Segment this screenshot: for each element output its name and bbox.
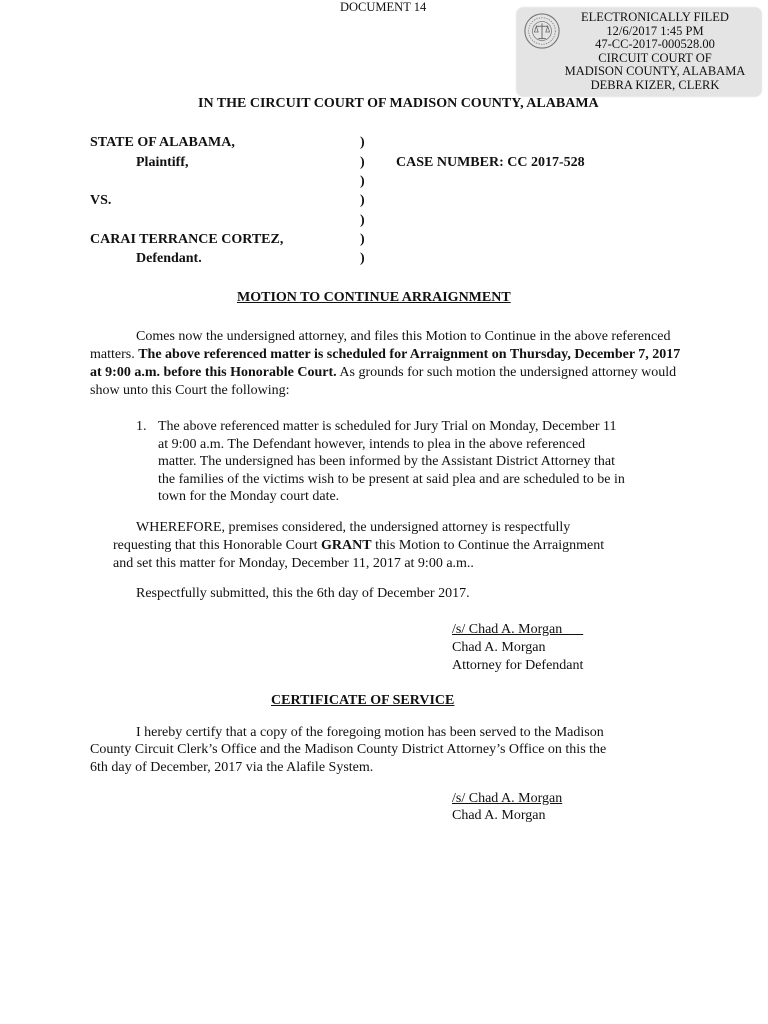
intro-bold-text: The above referenced matter is scheduled for Arraignment on Thursday, December 7, 2017 at 9:00 a.m. before this Honorable Court.	[90, 347, 681, 380]
signature: /s/ Chad A. Morgan	[452, 791, 563, 806]
defendant-name: CARAI TERRANCE CORTEZ,	[90, 232, 284, 247]
list-item-line: town for the Monday court date.	[158, 489, 340, 504]
certificate-title: CERTIFICATE OF SERVICE	[271, 693, 455, 708]
intro-paragraph	[90, 328, 682, 400]
court-title: IN THE CIRCUIT COURT OF MADISON COUNTY, ALABAMA	[198, 96, 599, 111]
wherefore-line	[113, 537, 604, 555]
caption-paren: )	[360, 251, 365, 266]
stamp-line: 47-CC-2017-000528.00	[595, 37, 715, 51]
signature: /s/ Chad A. Morgan	[452, 622, 584, 637]
versus-label: VS.	[90, 193, 112, 208]
wherefore-line: and set this matter for Monday, December 11, 2017 at 9:00 a.m..	[113, 556, 474, 571]
certificate-line: County Circuit Clerk’s Office and the Madison County District Attorney’s Office on this the	[90, 742, 607, 757]
submitted-line: Respectfully submitted, this the 6th day of December 2017.	[136, 586, 470, 601]
caption-paren: )	[360, 232, 365, 247]
motion-title: MOTION TO CONTINUE ARRAIGNMENT	[237, 290, 511, 305]
stamp-line: DEBRA KIZER, CLERK	[590, 77, 720, 92]
document-number-label: DOCUMENT 14	[340, 0, 427, 14]
plaintiff-role: Plaintiff,	[136, 155, 189, 170]
caption-paren: )	[360, 155, 365, 170]
certificate-line: I hereby certify that a copy of the foregoing motion has been served to the Madison	[136, 725, 604, 740]
caption-paren: )	[360, 174, 365, 189]
attorney-name: Chad A. Morgan	[452, 640, 546, 655]
wherefore-text: this Motion to Continue the Arraignment	[371, 538, 605, 553]
case-number: CASE NUMBER: CC 2017-528	[396, 155, 585, 170]
list-item-line: the families of the victims wish to be present at said plea and are scheduled to be in	[158, 472, 625, 487]
attorney-title: Attorney for Defendant	[452, 658, 584, 673]
stamp-line: CIRCUIT COURT OF	[598, 50, 712, 65]
stamp-line: MADISON COUNTY, ALABAMA	[564, 64, 746, 78]
caption-paren: )	[360, 193, 365, 208]
list-item-number: 1.	[136, 419, 147, 434]
stamp-line: ELECTRONICALLY FILED	[581, 10, 729, 24]
list-item-line: The above referenced matter is scheduled for Jury Trial on Monday, December 11	[158, 419, 617, 434]
stamp-text	[549, 11, 761, 92]
wherefore-line: WHEREFORE, premises considered, the undersigned attorney is respectfully	[136, 520, 571, 535]
defendant-role: Defendant.	[136, 251, 202, 266]
attorney-name: Chad A. Morgan	[452, 808, 546, 823]
caption-paren: )	[360, 213, 365, 228]
intro-text-end: As grounds for such motion the undersigned attorney would show unto this Court the following:	[90, 365, 677, 398]
list-item-line: matter. The undersigned has been informed by the Assistant District Attorney that	[158, 454, 615, 469]
intro-text: Comes now the undersigned attorney, and files this Motion to Continue in the above referenced matters.	[90, 329, 671, 362]
wherefore-text: requesting that this Honorable Court	[113, 538, 322, 553]
stamp-line: 12/6/2017 1:45 PM	[606, 23, 704, 38]
plaintiff-name: STATE OF ALABAMA,	[90, 135, 235, 150]
wherefore-grant: GRANT	[321, 538, 372, 553]
certificate-line: 6th day of December, 2017 via the Alafile System.	[90, 760, 374, 775]
caption-paren: )	[360, 135, 365, 150]
filing-stamp	[517, 8, 761, 96]
list-item-line: at 9:00 a.m. The Defendant however, intends to plea in the above referenced	[158, 437, 586, 452]
